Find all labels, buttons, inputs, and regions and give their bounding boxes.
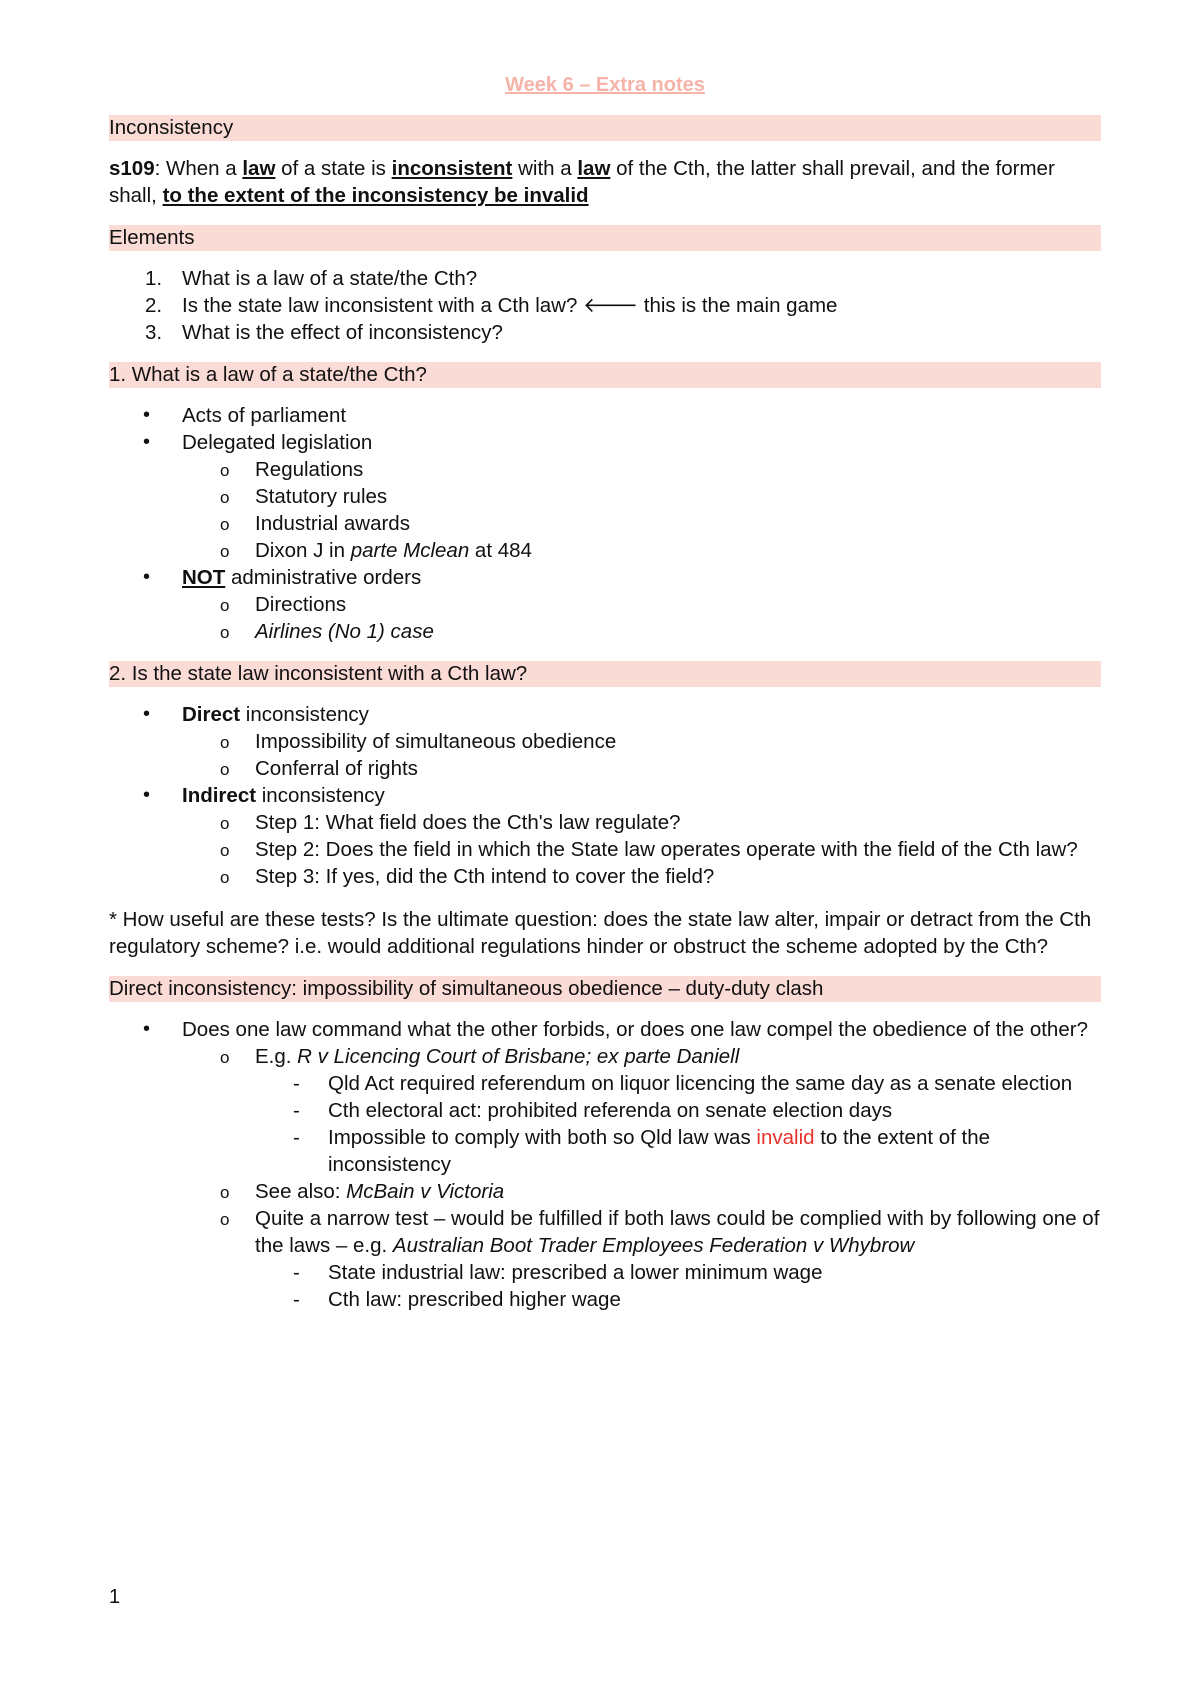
list-text: Acts of parliament bbox=[182, 404, 347, 427]
case-name: Airlines (No 1) case bbox=[255, 620, 434, 643]
dash-marker: - bbox=[293, 1288, 300, 1311]
direct-inconsistency-list bbox=[109, 1016, 1101, 1313]
list-item bbox=[109, 319, 1101, 346]
list-item bbox=[109, 618, 1101, 645]
list-item bbox=[109, 265, 1101, 292]
list-item bbox=[109, 701, 1101, 728]
bullet-marker: • bbox=[143, 703, 151, 725]
heading-inconsistency: Inconsistency bbox=[109, 115, 1101, 141]
list-item bbox=[109, 1070, 1101, 1097]
circle-marker: o bbox=[220, 1048, 230, 1067]
list-item bbox=[109, 429, 1101, 456]
list-text: administrative orders bbox=[225, 566, 422, 589]
list-text: Quite a narrow test – would be fulfilled if both laws could be complied with by following one of the laws – e.g. bbox=[255, 1207, 1100, 1257]
heading-section-1: 1. What is a law of a state/the Cth? bbox=[109, 362, 1101, 388]
bullet-marker: • bbox=[143, 404, 151, 426]
dash-marker: - bbox=[293, 1099, 300, 1122]
list-text: Does one law command what the other forbids, or does one law compel the obedience of the other? bbox=[182, 1018, 1088, 1041]
section-1-list bbox=[109, 402, 1101, 645]
list-text: E.g. bbox=[255, 1045, 298, 1068]
list-text: Impossibility of simultaneous obedience bbox=[255, 730, 617, 753]
heading-elements: Elements bbox=[109, 225, 1101, 251]
list-text: See also: bbox=[255, 1180, 347, 1203]
list-text: inconsistency bbox=[240, 703, 369, 726]
list-item bbox=[109, 863, 1101, 890]
law-term: law bbox=[242, 157, 276, 180]
list-text: Step 1: What field does the Cth's law regulate? bbox=[255, 811, 681, 834]
list-item bbox=[109, 1286, 1101, 1313]
bullet-marker: • bbox=[143, 1018, 151, 1040]
bullet-marker: • bbox=[143, 431, 151, 453]
heading-section-2: 2. Is the state law inconsistent with a Cth law? bbox=[109, 661, 1101, 687]
circle-marker: o bbox=[220, 814, 230, 833]
list-text: Regulations bbox=[255, 458, 364, 481]
elements-list bbox=[109, 265, 1101, 346]
list-item bbox=[109, 809, 1101, 836]
list-number: 3. bbox=[145, 321, 163, 344]
list-item bbox=[109, 1124, 1101, 1178]
text-run: of the Cth, the latter shall prevail, and the former shall, bbox=[109, 157, 1055, 207]
note-paragraph: * How useful are these tests? Is the ultimate question: does the state law alter, impair or detract from the Cth regulatory scheme? i.e. would additional regulations hinder or obstruct the scheme adopted by the Cth? bbox=[109, 908, 1092, 958]
list-item bbox=[109, 591, 1101, 618]
list-text: Delegated legislation bbox=[182, 431, 373, 454]
list-item bbox=[109, 836, 1101, 863]
circle-marker: o bbox=[220, 461, 230, 480]
circle-marker: o bbox=[220, 1183, 230, 1202]
list-text: State industrial law: prescribed a lower minimum wage bbox=[328, 1261, 823, 1284]
list-text: Step 2: Does the field in which the State law operates operate with the field of the Cth law? bbox=[255, 838, 1078, 861]
list-text: Directions bbox=[255, 593, 347, 616]
bullet-marker: • bbox=[143, 784, 151, 806]
list-text: Is the state law inconsistent with a Cth law? 🡐 this is the main game bbox=[182, 294, 838, 317]
list-item bbox=[109, 1178, 1101, 1205]
list-text: Conferral of rights bbox=[255, 757, 418, 780]
circle-marker: o bbox=[220, 596, 230, 615]
list-item bbox=[109, 1016, 1101, 1043]
list-item bbox=[109, 728, 1101, 755]
law-term: law bbox=[577, 157, 611, 180]
circle-marker: o bbox=[220, 760, 230, 779]
circle-marker: o bbox=[220, 488, 230, 507]
not-term: NOT bbox=[182, 566, 226, 589]
bullet-marker: • bbox=[143, 566, 151, 588]
circle-marker: o bbox=[220, 841, 230, 860]
list-text: inconsistency bbox=[256, 784, 385, 807]
heading-direct-inconsistency: Direct inconsistency: impossibility of simultaneous obedience – duty-duty clash bbox=[109, 976, 1101, 1002]
list-text: Impossible to comply with both so Qld law was bbox=[328, 1126, 757, 1149]
circle-marker: o bbox=[220, 515, 230, 534]
dash-marker: - bbox=[293, 1072, 300, 1095]
highlighted-word: invalid bbox=[756, 1126, 815, 1149]
list-text: Statutory rules bbox=[255, 485, 388, 508]
list-item bbox=[109, 456, 1101, 483]
inconsistent-term: inconsistent bbox=[391, 157, 513, 180]
list-item bbox=[109, 782, 1101, 809]
extent-term: to the extent of the inconsistency be invalid bbox=[162, 184, 589, 207]
circle-marker: o bbox=[220, 868, 230, 887]
list-item bbox=[109, 1259, 1101, 1286]
list-text: Cth electoral act: prohibited referenda on senate election days bbox=[328, 1099, 893, 1122]
s109-paragraph bbox=[109, 155, 1101, 209]
section-2-list bbox=[109, 701, 1101, 890]
list-item bbox=[109, 537, 1101, 564]
list-text: to the extent of the inconsistency bbox=[328, 1126, 991, 1176]
list-item bbox=[109, 564, 1101, 591]
text-run: of a state is bbox=[275, 157, 392, 180]
list-item bbox=[109, 1097, 1101, 1124]
list-text: Step 3: If yes, did the Cth intend to cover the field? bbox=[255, 865, 715, 888]
dash-marker: - bbox=[293, 1126, 300, 1149]
bold-term: Direct bbox=[182, 703, 241, 726]
list-text: Industrial awards bbox=[255, 512, 410, 535]
list-text: What is the effect of inconsistency? bbox=[182, 321, 503, 344]
list-text: What is a law of a state/the Cth? bbox=[182, 267, 478, 290]
s109-label: s109 bbox=[109, 157, 155, 180]
circle-marker: o bbox=[220, 1210, 230, 1229]
circle-marker: o bbox=[220, 542, 230, 561]
list-item bbox=[109, 1043, 1101, 1070]
dash-marker: - bbox=[293, 1261, 300, 1284]
list-item bbox=[109, 1205, 1101, 1259]
list-item bbox=[109, 483, 1101, 510]
list-item bbox=[109, 402, 1101, 429]
case-name: McBain v Victoria bbox=[346, 1180, 505, 1203]
page-number: 1 bbox=[109, 1586, 121, 1608]
bold-term: Indirect bbox=[182, 784, 257, 807]
list-text: Cth law: prescribed higher wage bbox=[328, 1288, 621, 1311]
list-text: Qld Act required referendum on liquor licencing the same day as a senate election bbox=[328, 1072, 1073, 1095]
page-content bbox=[109, 72, 1101, 1329]
list-text: at 484 bbox=[469, 539, 532, 562]
list-number: 1. bbox=[145, 267, 163, 290]
circle-marker: o bbox=[220, 623, 230, 642]
list-text: Dixon J in bbox=[255, 539, 351, 562]
list-item bbox=[109, 292, 1101, 319]
text-run: with a bbox=[512, 157, 578, 180]
circle-marker: o bbox=[220, 733, 230, 752]
case-name: parte Mclean bbox=[350, 539, 470, 562]
case-name: Australian Boot Trader Employees Federation v Whybrow bbox=[392, 1234, 915, 1257]
list-number: 2. bbox=[145, 294, 163, 317]
list-item bbox=[109, 755, 1101, 782]
list-item bbox=[109, 510, 1101, 537]
page-title: Week 6 – Extra notes bbox=[505, 74, 705, 96]
text-run: : When a bbox=[154, 157, 243, 180]
case-name: R v Licencing Court of Brisbane; ex parte Daniell bbox=[297, 1045, 740, 1068]
